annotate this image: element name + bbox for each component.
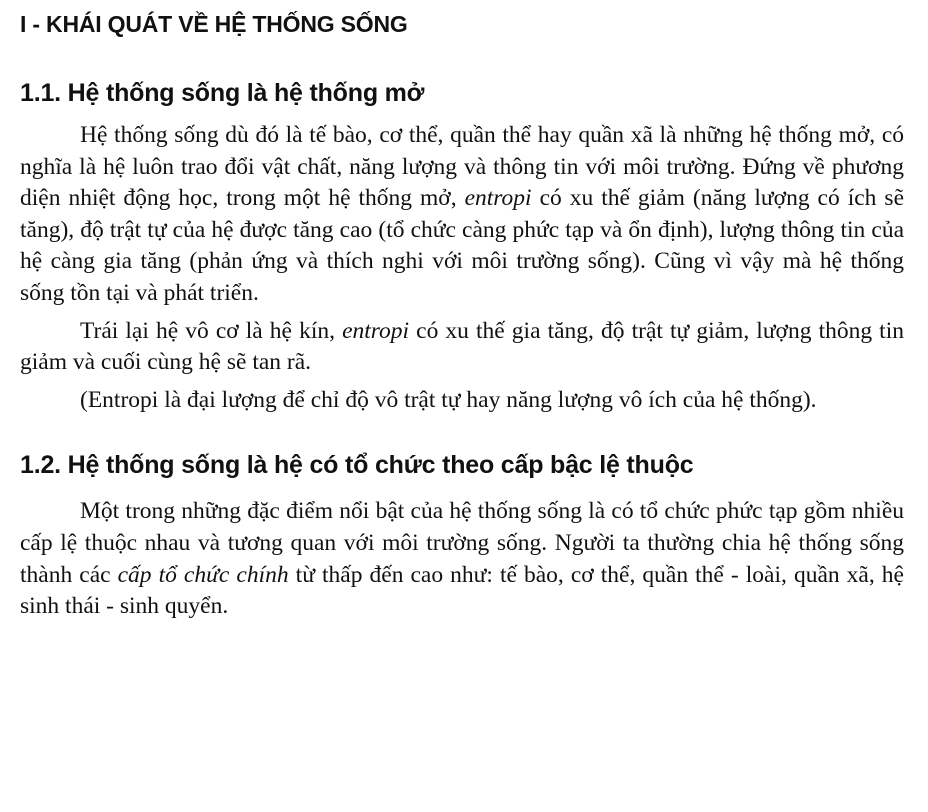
section-1-heading: 1.1. Hệ thống sống là hệ thống mở: [20, 79, 425, 107]
section-1-paragraph-2: [20, 316, 904, 379]
section-2-body: [20, 496, 904, 622]
section-2-heading: 1.2. Hệ thống sống là hệ có tổ chức theo cấp bậc lệ thuộc: [20, 451, 694, 480]
text-run: có xu thế gia tăng, độ trật tự giảm, lượng thông tin giảm và cuối cùng hệ sẽ tan rã.: [20, 317, 904, 376]
section-1-body: [20, 120, 904, 416]
section-2-paragraph-1: [20, 496, 904, 622]
text-run: có xu thế giảm (năng lượng có ích sẽ tăng), độ trật tự của hệ được tăng cao (tổ chức càng phức tạp và ổn định), lượng thông tin của hệ càng gia tăng (phản ứng và thích nghi với môi trường sống). Cũng vì vậy mà hệ thống sống tồn tại và phát triển.: [20, 185, 904, 306]
text-run: Hệ thống sống dù đó là tế bào, cơ thể, quần thể hay quần xã là những hệ thống mở, có nghĩa là hệ luôn trao đổi vật chất, năng lượng và thông tin với môi trường. Đứng về phương diện nhiệt động học, trong một hệ thống mở,: [20, 122, 904, 212]
emphasis-term: entropi: [464, 185, 532, 212]
text-run: Trái lại hệ vô cơ là hệ kín,: [80, 317, 343, 344]
emphasis-term: cấp tổ chức chính: [117, 561, 289, 588]
section-1: [20, 78, 904, 416]
main-heading: I - KHÁI QUÁT VỀ HỆ THỐNG SỐNG: [20, 11, 408, 37]
document-page: [20, 0, 904, 623]
section-1-paragraph-3: (Entropi là đại lượng để chỉ độ vô trật tự hay năng lượng vô ích của hệ thống).: [80, 386, 817, 413]
text-run: từ thấp đến cao như: tế bào, cơ thể, quần thể - loài, quần xã, hệ sinh thái - sinh quyển.: [20, 561, 904, 620]
section-2: [20, 450, 904, 622]
text-run: Một trong những đặc điểm nổi bật của hệ thống sống là có tổ chức phức tạp gồm nhiều cấp lệ thuộc nhau và tương quan với môi trường sống. Người ta thường chia hệ thống sống thành các: [20, 498, 904, 588]
section-1-paragraph-1: [20, 120, 904, 310]
emphasis-term: entropi: [342, 317, 410, 344]
